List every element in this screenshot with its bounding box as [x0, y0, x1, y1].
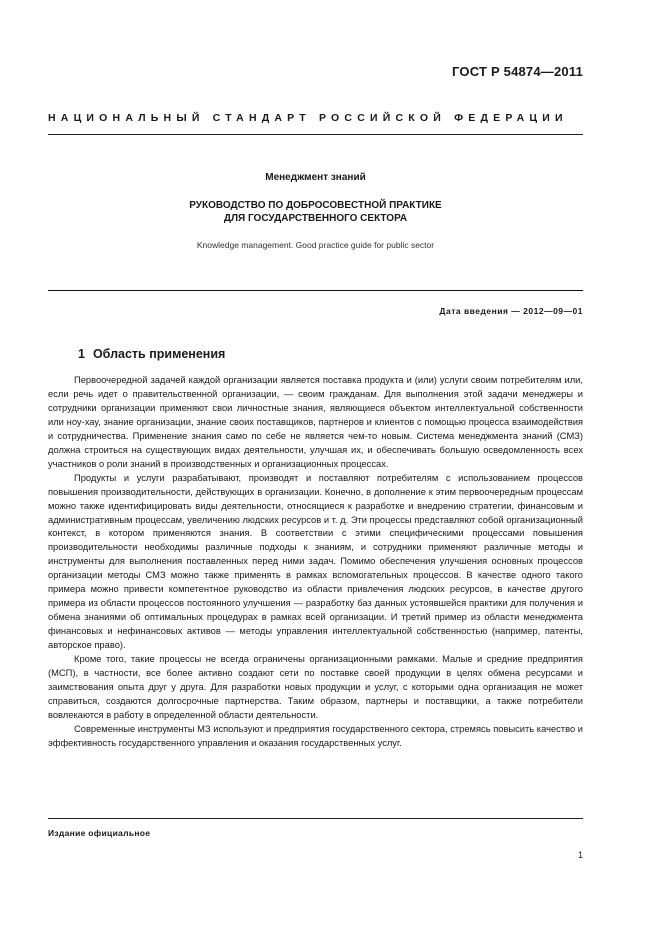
page-number: 1	[577, 850, 583, 860]
title-line-1: РУКОВОДСТВО ПО ДОБРОСОВЕСТНОЙ ПРАКТИКЕ	[189, 200, 442, 211]
english-title: Knowledge management. Good practice guide for public sector	[196, 240, 435, 250]
section-title: Область применения	[92, 347, 226, 361]
section-body	[48, 374, 583, 751]
paragraph: Современные инструменты МЗ используют и предприятия государственного сектора, стремясь повысить качество и эффективность государственного управления и оказания государственных услуг.	[48, 723, 583, 748]
paragraph: Продукты и услуги разрабатывают, производят и поставляют потребителям с использованием процессов повышения производительности, действующих в организации. Конечно, в дополнение к этим первоочередным процессам можно также идентифицировать виды деятельности, относящиеся к разработке и внедрению стратегии, финансовым и административным процессам, увеличению людских ресурсов и т. д. Эти процессы представляют собой организационный контекст, в котором применяются знания. В соответствии с этими специфическими процессами повышения производительности необходимы различные подходы к знаниям, и сотрудники применяют различные методы и инструменты для выполнения поставленных перед ними задач. Помимо обеспечения улучшения основных процессов организации методы СМЗ можно также применять в рамках вспомогательных процессов. В качестве одного такого примера можно привести компетентное руководство из области привлечения людских ресурсов, в качестве другого примера из области процессов постоянного улучшения — разработку баз данных устоявшейся практики для получения и обмена знаниями об оптимальных процедурах в рамках всей организации. И третий пример из области менеджмента финансовых и нефинансовых активов — методы управления интеллектуальной собственностью (например, патенты, авторское право).	[48, 472, 583, 651]
official-edition-label: Издание официальное	[48, 828, 151, 838]
section-heading	[78, 347, 225, 361]
document-title	[48, 199, 583, 225]
header-divider	[48, 134, 583, 135]
standard-title: НАЦИОНАЛЬНЫЙ СТАНДАРТ РОССИЙСКОЙ ФЕДЕРАЦИИ	[48, 112, 568, 124]
introduction-date: Дата введения — 2012—09—01	[439, 306, 583, 316]
section-number: 1	[78, 347, 85, 361]
title-line-2: ДЛЯ ГОСУДАРСТВЕННОГО СЕКТОРА	[223, 213, 408, 224]
footer-divider	[48, 818, 583, 819]
title-divider	[48, 290, 583, 291]
document-subtitle: Менеджмент знаний	[265, 172, 366, 183]
paragraph: Кроме того, такие процессы не всегда ограничены организационными рамками. Малые и средние предприятия (МСП), в частности, все более активно создают сети по поставке своей продукции в целях обмена ресурсами и заимствования опыта друг у друга. Для разработки новых продукции и услуг, с которыми одна организация не может справиться, создаются долгосрочные партнерства. Таким образом, партнеры и поставщики, а также потребители вовлекаются в работу в определенной области деятельности.	[48, 654, 583, 720]
document-id: ГОСТ Р 54874—2011	[452, 64, 583, 79]
paragraph: Первоочередной задачей каждой организации является поставка продукта и (или) услуги своим потребителям или, если речь идет о правительственной организации, — своим гражданам. Для выполнения этой задачи менеджеры и сотрудники организации применяют свои личностные знания, являющиеся объектом интеллектуальной собственности или ноу-хау, знание организации, знание своих поставщиков, партнеров и клиентов с помощью процесса взаимодействия и сотрудничества. Применение знания само по себе не является чем-то новым. Система менеджмента знаний (СМЗ) должна строиться на существующих видах деятельности, улучшая их, и обеспечивать большую осведомленность всех участников о роли знаний в производственных и организационных процессах.	[48, 375, 583, 469]
